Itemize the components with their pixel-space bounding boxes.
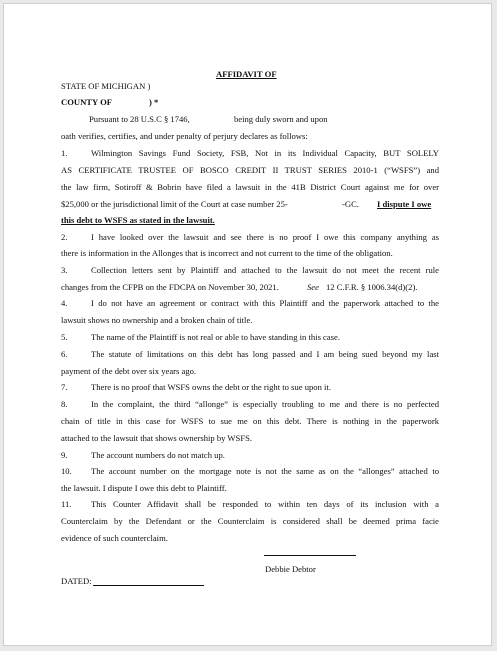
item-text: lawsuit shows no ownership and a broken chain of title. (61, 315, 253, 325)
item-text: there is information in the Allonges that is incorrect and not current to the time of the obligation. (61, 248, 393, 258)
item-text: The statute of limitations on this debt has long passed and I am being sued beyond my last (91, 349, 439, 359)
intro-text-line-2: oath verifies, certifies, and under penalty of perjury declares as follows: (61, 131, 308, 141)
county-mark: ) * (149, 97, 159, 107)
document-page (3, 3, 492, 646)
item-number: 5. (61, 332, 68, 342)
item-text: attached to the lawsuit that shows ownership by WSFS. (61, 433, 253, 443)
citation-signal: See (307, 282, 319, 292)
dated-label: DATED: (61, 576, 92, 586)
case-number-suffix: -GC. (342, 199, 359, 209)
item-text: There is no proof that WSFS owns the debt or the right to sue upon it. (91, 382, 331, 392)
item-text: chain of title in this case for WSFS to sue me on this debt. There is nothing in the paperwork (61, 416, 439, 426)
item-text: The account numbers do not match up. (91, 450, 225, 460)
item-number: 2. (61, 232, 68, 242)
item-number: 3. (61, 265, 68, 275)
item-text: evidence of such counterclaim. (61, 533, 168, 543)
document-title: AFFIDAVIT OF (216, 69, 277, 79)
dispute-statement: I dispute I owe (377, 199, 432, 209)
item-number: 8. (61, 399, 68, 409)
item-text: the law firm, Sotiroff & Bobrin have filed a lawsuit in the 41B District Court against me for over (61, 182, 439, 192)
citation: 12 C.F.R. § 1006.34(d)(2). (326, 282, 418, 292)
item-text: Counterclaim by the Defendant or the Counterclaim is considered shall be deemed prima facie (61, 516, 439, 526)
item-number: 4. (61, 298, 68, 308)
intro-text: Pursuant to 28 U.S.C § 1746, (89, 114, 190, 124)
item-number: 10. (61, 466, 72, 476)
item-text: the lawsuit. I dispute I owe this debt to Plaintiff. (61, 483, 227, 493)
item-text: This Counter Affidavit shall be responded to within ten days of its inclusion with a (91, 499, 439, 509)
intro-text-continued: being duly sworn and upon (234, 114, 328, 124)
item-number: 6. (61, 349, 68, 359)
item-text: AS CERTIFICATE TRUSTEE OF BOSCO CREDIT II TRUST SERIES 2010-1 (“WSFS”) and (61, 165, 439, 175)
signature-name: Debbie Debtor (265, 564, 316, 574)
county-line: COUNTY OF (61, 97, 113, 107)
item-number: 9. (61, 450, 68, 460)
item-number: 7. (61, 382, 68, 392)
item-text: $25,000 or the jurisdictional limit of the Court at case number 25- (61, 199, 288, 209)
item-text: I do not have an agreement or contract with this Plaintiff and the paperwork attached to the (91, 298, 439, 308)
item-text: I have looked over the lawsuit and see there is no proof I owe this company anything as (91, 232, 439, 242)
item-text: Wilmington Savings Fund Society, FSB, Not in its Individual Capacity, BUT SOLELY (91, 148, 439, 158)
item-text: In the complaint, the third “allonge” is especially troubling to me and there is no perfected (91, 399, 439, 409)
state-line: STATE OF MICHIGAN ) (61, 81, 151, 91)
item-text: The account number on the mortgage note is not the same as on the “allonges” attached to (91, 466, 439, 476)
item-text: Collection letters sent by Plaintiff and attached to the lawsuit do not meet the recent rule (91, 265, 439, 275)
item-text: payment of the debt over six years ago. (61, 366, 197, 376)
item-text: The name of the Plaintiff is not real or able to have standing in this case. (91, 332, 340, 342)
item-number: 11. (61, 499, 72, 509)
date-line (93, 585, 204, 586)
item-text: changes from the CFPB on the FDCPA on November 30, 2021. (61, 282, 279, 292)
item-number: 1. (61, 148, 68, 158)
signature-line (264, 555, 356, 556)
dispute-statement-continued: this debt to WSFS as stated in the lawsuit. (61, 215, 215, 225)
